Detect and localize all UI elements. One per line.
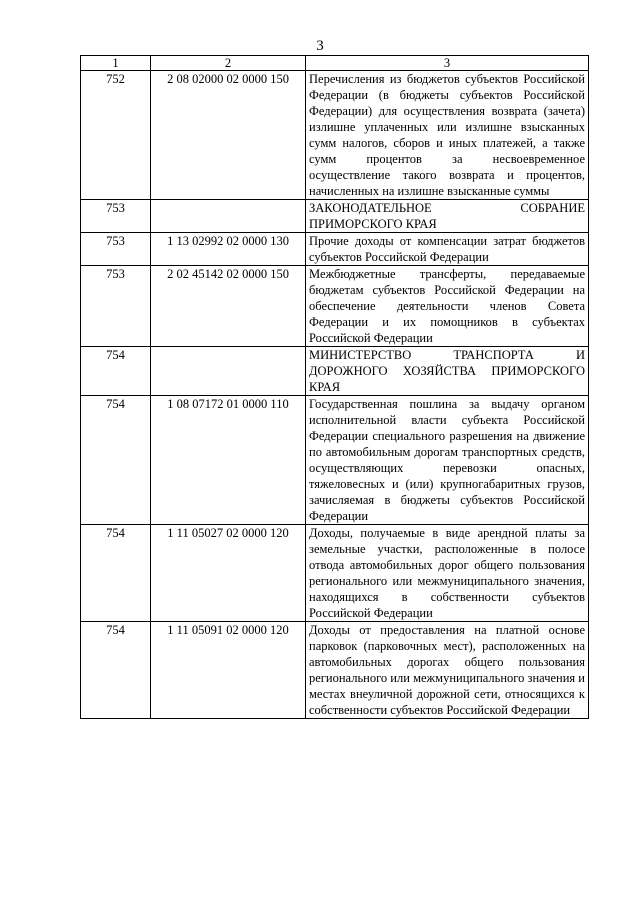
admin-code-cell: 752 [81, 71, 151, 200]
table-row [81, 525, 589, 622]
admin-code-cell: 753 [81, 200, 151, 233]
description-cell: Прочие доходы от компенсации затрат бюджетов субъектов Российской Федерации [306, 233, 589, 266]
table-header-row [81, 56, 589, 71]
admin-code-cell: 754 [81, 396, 151, 525]
table-row [81, 71, 589, 200]
column-header-2: 2 [151, 56, 306, 71]
income-code-cell: 2 02 45142 02 0000 150 [151, 266, 306, 347]
income-code-cell [151, 347, 306, 396]
column-header-1: 1 [81, 56, 151, 71]
column-header-3: 3 [306, 56, 589, 71]
income-code-cell: 1 08 07172 01 0000 110 [151, 396, 306, 525]
income-code-cell [151, 200, 306, 233]
table-row [81, 622, 589, 719]
income-code-cell: 1 11 05027 02 0000 120 [151, 525, 306, 622]
description-cell: Доходы от предоставления на платной основе парковок (парковочных мест), расположенных на автомобильных дорогах общего пользования регионального или межмуниципального значения и местах внеуличной дорожной сети, относящихся к собственности субъектов Российской Федерации [306, 622, 589, 719]
description-cell: Государственная пошлина за выдачу органом исполнительной власти субъекта Российской Федерации специального разрешения на движение по автомобильным дорогам транспортных средств, осуществляющих перевозки опасных, тяжеловесных и (или) крупногабаритных грузов, зачисляемая в бюджеты субъектов Российской Федерации [306, 396, 589, 525]
table-row [81, 347, 589, 396]
income-code-cell: 1 13 02992 02 0000 130 [151, 233, 306, 266]
description-cell: Доходы, получаемые в виде арендной платы за земельные участки, расположенные в полосе отвода автомобильных дорог общего пользования регионального или межмуниципального значения, находящихся в собственности субъектов Российской Федерации [306, 525, 589, 622]
description-cell: Межбюджетные трансферты, передаваемые бюджетам субъектов Российской Федерации на обеспечение деятельности членов Совета Федерации и их помощников в субъектах Российской Федерации [306, 266, 589, 347]
income-code-cell: 1 11 05091 02 0000 120 [151, 622, 306, 719]
income-code-cell: 2 08 02000 02 0000 150 [151, 71, 306, 200]
admin-code-cell: 753 [81, 266, 151, 347]
admin-code-cell: 754 [81, 525, 151, 622]
budget-revenue-table [80, 55, 589, 719]
page-number: 3 [316, 38, 324, 54]
table-row [81, 233, 589, 266]
description-cell: ЗАКОНОДАТЕЛЬНОЕ СОБРАНИЕ ПРИМОРСКОГО КРАЯ [306, 200, 589, 233]
admin-code-cell: 754 [81, 622, 151, 719]
description-cell: МИНИСТЕРСТВО ТРАНСПОРТА И ДОРОЖНОГО ХОЗЯЙСТВА ПРИМОРСКОГО КРАЯ [306, 347, 589, 396]
table-row [81, 200, 589, 233]
table-row [81, 396, 589, 525]
admin-code-cell: 753 [81, 233, 151, 266]
table-row [81, 266, 589, 347]
description-cell: Перечисления из бюджетов субъектов Российской Федерации (в бюджеты субъектов Российской Федерации) для осуществления возврата (зачета) излишне уплаченных или излишне взысканных сумм налогов, сборов и иных платежей, а также сумм процентов за несвоевременное осуществление такого возврата и процентов, начисленных на излишне взысканные суммы [306, 71, 589, 200]
admin-code-cell: 754 [81, 347, 151, 396]
